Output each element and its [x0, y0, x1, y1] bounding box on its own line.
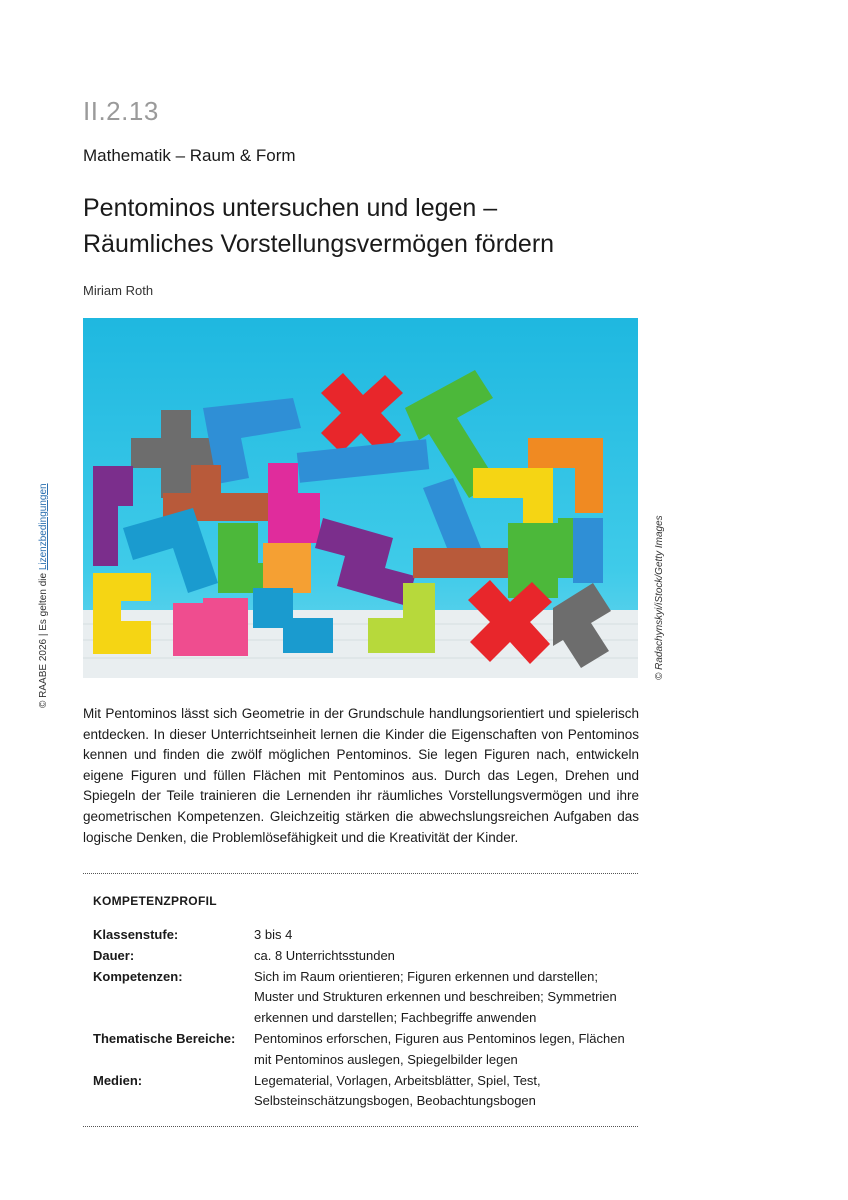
profile-row — [93, 946, 633, 967]
profile-row — [93, 1071, 633, 1113]
unit-code: II.2.13 — [83, 96, 159, 126]
profile-row — [93, 967, 633, 1029]
license-link[interactable]: Lizenzbedingungen — [38, 483, 49, 571]
subject-heading: Mathematik – Raum & Form — [83, 146, 296, 165]
profile-row — [93, 1029, 633, 1071]
brown-pentomino-right — [413, 548, 523, 578]
title-line-1: Pentominos untersuchen und legen – — [83, 194, 498, 222]
competence-profile — [93, 925, 633, 1112]
pentomino-photo — [83, 318, 638, 678]
profile-key: Medien: — [93, 1072, 143, 1088]
author-name: Miriam Roth — [83, 283, 154, 298]
profile-value: Legematerial, Vorlagen, Arbeitsblätter, Spiel, Test, Selbsteinschätzungsbogen, Beobachtungsbogen — [254, 1072, 541, 1109]
photo-credit: © Radachynskyi/iStock/Getty Images — [654, 515, 665, 680]
profile-key: Thematische Bereiche: — [93, 1030, 236, 1046]
title-line-2: Räumliches Vorstellungsvermögen fördern — [83, 230, 555, 258]
page-title — [83, 190, 683, 262]
pink-pentomino — [173, 598, 248, 656]
divider-bottom — [83, 1126, 638, 1127]
profile-value: Pentominos erforschen, Figuren aus Pentominos legen, Flächen mit Pentominos auslegen, Spiegelbilder legen — [254, 1030, 625, 1067]
intro-paragraph: Mit Pentominos lässt sich Geometrie in der Grundschule handlungsorientiert und spielerisch entdecken. In dieser Unterrichtseinheit lernen die Kinder die Eigenschaften von Pentominos kennen und finden die zwölf möglichen Pentominos. Sie legen Figuren nach, entwickeln eigene Figuren und füllen Flächen mit Pentominos aus. Durch das Legen, Drehen und Spiegeln der Teile trainieren die Lernenden ihr räumliches Vorstellungsvermögen und ihre geometrischen Kompetenzen. Gleichzeitig stärken die abwechslungsreichen Aufgaben das logische Denken, die Problemlösefähigkeit und die Kreativität der Kinder. — [83, 706, 639, 845]
orange-pentomino-center — [263, 543, 311, 593]
profile-value: ca. 8 Unterrichtsstunden — [254, 947, 395, 963]
blue-pentomino-edge — [573, 518, 603, 583]
profile-key: Klassenstufe: — [93, 927, 179, 942]
pentomino-illustration — [83, 318, 638, 678]
divider-top — [83, 873, 638, 874]
profile-heading: KOMPETENZPROFIL — [93, 894, 217, 908]
copyright-notice — [38, 483, 49, 708]
profile-key: Dauer: — [93, 947, 135, 963]
copyright-text: © RAABE 2026 | Es gelten die — [38, 570, 49, 708]
profile-key: Kompetenzen: — [93, 968, 183, 984]
profile-value: 3 bis 4 — [254, 927, 293, 942]
profile-value: Sich im Raum orientieren; Figuren erkennen und darstellen; Muster und Strukturen erkennen und beschreiben; Symmetrien erkennen und darstellen; Fachbegriffe anwenden — [254, 968, 617, 1026]
profile-row — [93, 925, 633, 946]
